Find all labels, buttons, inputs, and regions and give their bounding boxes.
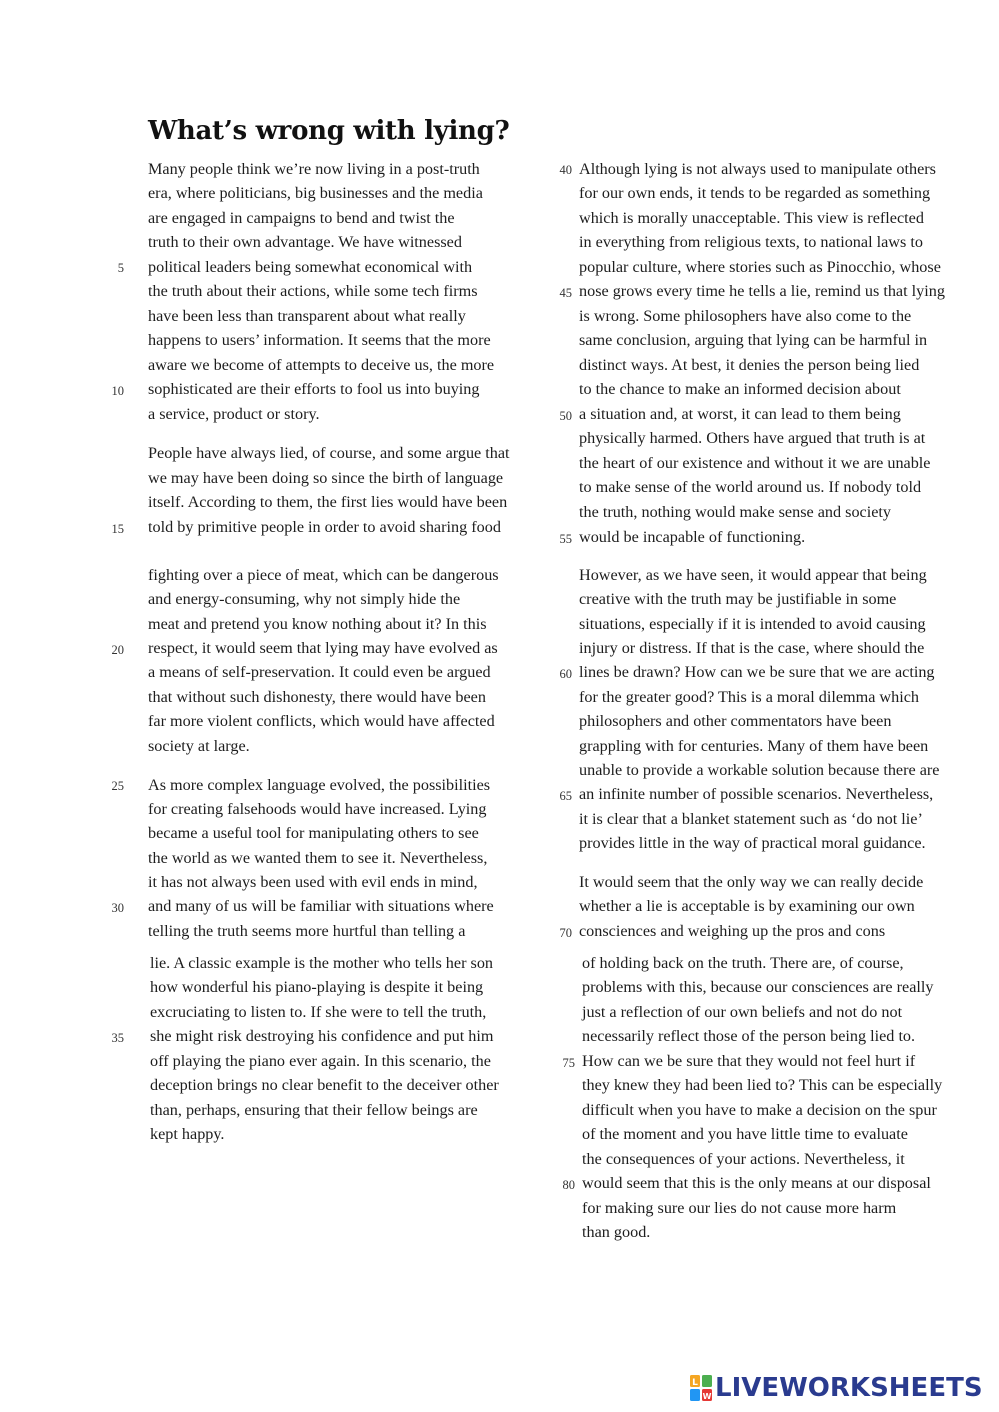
right-column-line: grappling with for centuries. Many of them have been bbox=[579, 737, 929, 755]
left-column-line: aware we become of attempts to deceive us, the more bbox=[148, 356, 495, 374]
left-column-line: truth to their own advantage. We have witnessed bbox=[148, 233, 462, 251]
left-column-line: Many people think we’re now living in a post-truth bbox=[148, 160, 480, 178]
line-number: 35 bbox=[111, 1031, 124, 1045]
left-column-line: telling the truth seems more hurtful than telling a bbox=[148, 922, 466, 940]
right-column-line: unable to provide a workable solution because there are bbox=[579, 761, 940, 779]
left-column-line: political leaders being somewhat economical with bbox=[148, 258, 473, 276]
left-column-line: how wonderful his piano-playing is despite it being bbox=[150, 978, 484, 996]
right-column-line: would be incapable of functioning. bbox=[579, 528, 806, 546]
left-column-line: era, where politicians, big businesses and the media bbox=[148, 184, 483, 202]
right-column-line: to make sense of the world around us. If nobody told bbox=[579, 478, 922, 496]
line-number: 70 bbox=[559, 926, 572, 940]
line-number: 65 bbox=[559, 789, 572, 803]
right-column-line: situations, especially if it is intended to avoid causing bbox=[579, 615, 926, 633]
left-column-line: are engaged in campaigns to bend and twist the bbox=[148, 209, 455, 227]
right-column-line: the consequences of your actions. Nevertheless, it bbox=[582, 1150, 905, 1168]
left-column-line: she might risk destroying his confidence and put him bbox=[150, 1027, 494, 1045]
left-column-line: for creating falsehoods would have increased. Lying bbox=[148, 800, 487, 818]
right-column-line: consciences and weighing up the pros and cons bbox=[579, 922, 886, 940]
right-column-line: an infinite number of possible scenarios. Nevertheless, bbox=[579, 785, 934, 803]
right-column-line: which is morally unacceptable. This view is reflected bbox=[579, 209, 924, 227]
left-column-line: far more violent conflicts, which would have affected bbox=[148, 712, 495, 730]
line-number: 5 bbox=[117, 261, 124, 275]
line-number: 10 bbox=[111, 384, 124, 398]
right-column-line: injury or distress. If that is the case, where should the bbox=[579, 639, 925, 657]
right-column-line: the truth, nothing would make sense and society bbox=[579, 503, 891, 521]
right-column-line: in everything from religious texts, to national laws to bbox=[579, 233, 923, 251]
left-column-line: As more complex language evolved, the possibilities bbox=[148, 776, 491, 794]
right-column-line: Although lying is not always used to manipulate others bbox=[579, 160, 936, 178]
logo-square-3 bbox=[690, 1389, 700, 1401]
left-column-line: excruciating to listen to. If she were to tell the truth, bbox=[150, 1003, 487, 1021]
right-column-line: the heart of our existence and without it we are unable bbox=[579, 454, 931, 472]
right-column-line: necessarily reflect those of the person being lied to. bbox=[582, 1027, 916, 1045]
right-column-line: same conclusion, arguing that lying can be harmful in bbox=[579, 331, 928, 349]
right-column-line: physically harmed. Others have argued that truth is at bbox=[579, 429, 926, 447]
right-column-line: of holding back on the truth. There are, of course, bbox=[582, 954, 904, 972]
left-column-line: People have always lied, of course, and some argue that bbox=[148, 444, 510, 462]
left-column-line: it has not always been used with evil ends in mind, bbox=[148, 873, 478, 891]
logo-square-2 bbox=[702, 1375, 712, 1387]
left-column-line: and many of us will be familiar with situations where bbox=[148, 897, 494, 915]
line-number: 50 bbox=[559, 409, 572, 423]
right-column-line: a situation and, at worst, it can lead to them being bbox=[579, 405, 901, 423]
left-column-line: a means of self-preservation. It could even be argued bbox=[148, 663, 491, 681]
right-column-line: distinct ways. At best, it denies the person being lied bbox=[579, 356, 920, 374]
left-column-line: and energy-consuming, why not simply hide the bbox=[148, 590, 461, 608]
right-column-line: is wrong. Some philosophers have also come to the bbox=[579, 307, 912, 325]
right-column-line: difficult when you have to make a decision on the spur bbox=[582, 1101, 937, 1119]
brand-name: LIVEWORKSHEETS bbox=[715, 1373, 983, 1403]
line-number: 15 bbox=[111, 522, 124, 536]
right-column-line: provides little in the way of practical moral guidance. bbox=[579, 834, 926, 852]
right-column-line: lines be drawn? How can we be sure that we are acting bbox=[579, 663, 935, 681]
right-column-line: would seem that this is the only means at our disposal bbox=[582, 1174, 931, 1192]
left-column-line: off playing the piano ever again. In this scenario, the bbox=[150, 1052, 491, 1070]
right-column-line: However, as we have seen, it would appear that being bbox=[579, 566, 927, 584]
right-column-line: philosophers and other commentators have been bbox=[579, 712, 892, 730]
article-title: What’s wrong with lying? bbox=[148, 116, 510, 146]
right-column-line: How can we be sure that they would not feel hurt if bbox=[582, 1052, 916, 1070]
left-column-line: society at large. bbox=[148, 737, 250, 755]
right-column-line: nose grows every time he tells a lie, remind us that lying bbox=[579, 282, 945, 300]
right-column-line: It would seem that the only way we can really decide bbox=[579, 873, 924, 891]
line-number: 60 bbox=[559, 667, 572, 681]
left-column-line: the world as we wanted them to see it. Nevertheless, bbox=[148, 849, 488, 867]
right-column-line: to the chance to make an informed decision about bbox=[579, 380, 901, 398]
left-column-line: lie. A classic example is the mother who tells her son bbox=[150, 954, 494, 972]
right-column-line: just a reflection of our own beliefs and not do not bbox=[582, 1003, 903, 1021]
right-column-line: they knew they had been lied to? This can be especially bbox=[582, 1076, 943, 1094]
left-column-line: deception brings no clear benefit to the deceiver other bbox=[150, 1076, 499, 1094]
right-column-line: whether a lie is acceptable is by examining our own bbox=[579, 897, 915, 915]
line-number: 40 bbox=[559, 163, 572, 177]
left-column-line: itself. According to them, the first lies would have been bbox=[148, 493, 508, 511]
right-column-line: for the greater good? This is a moral dilemma which bbox=[579, 688, 919, 706]
liveworksheets-logo-icon bbox=[690, 1375, 712, 1401]
liveworksheets-brand bbox=[690, 1370, 983, 1406]
line-number: 75 bbox=[562, 1056, 575, 1070]
line-number: 80 bbox=[562, 1178, 575, 1192]
right-column-line: it is clear that a blanket statement such as ‘do not lie’ bbox=[579, 810, 923, 828]
line-number: 45 bbox=[559, 286, 572, 300]
left-column-line: respect, it would seem that lying may have evolved as bbox=[148, 639, 498, 657]
line-number: 25 bbox=[111, 779, 124, 793]
left-column-line: sophisticated are their efforts to fool us into buying bbox=[148, 380, 480, 398]
left-column-line: the truth about their actions, while some tech firms bbox=[148, 282, 478, 300]
left-column-line: meat and pretend you know nothing about it? In this bbox=[148, 615, 487, 633]
right-column-line: for making sure our lies do not cause more harm bbox=[582, 1199, 897, 1217]
line-number: 20 bbox=[111, 643, 124, 657]
right-column-line: popular culture, where stories such as Pinocchio, whose bbox=[579, 258, 941, 276]
left-column-line: that without such dishonesty, there would have been bbox=[148, 688, 486, 706]
right-column-line: problems with this, because our consciences are really bbox=[582, 978, 934, 996]
left-column-line: told by primitive people in order to avoid sharing food bbox=[148, 518, 501, 536]
logo-letter-l: L bbox=[692, 1378, 698, 1388]
left-column-line: a service, product or story. bbox=[148, 405, 320, 423]
line-number: 30 bbox=[111, 901, 124, 915]
right-column-line: for our own ends, it tends to be regarded as something bbox=[579, 184, 931, 202]
right-column-line: creative with the truth may be justifiable in some bbox=[579, 590, 897, 608]
right-column-line: than good. bbox=[582, 1223, 651, 1241]
left-column-line: fighting over a piece of meat, which can be dangerous bbox=[148, 566, 499, 584]
logo-letter-w: W bbox=[702, 1392, 712, 1401]
left-column-line: have been less than transparent about what really bbox=[148, 307, 466, 325]
left-column-line: than, perhaps, ensuring that their fellow beings are bbox=[150, 1101, 478, 1119]
left-column-line: happens to users’ information. It seems that the more bbox=[148, 331, 491, 349]
right-column-line: of the moment and you have little time to evaluate bbox=[582, 1125, 908, 1143]
line-number: 55 bbox=[559, 532, 572, 546]
left-column-line: we may have been doing so since the birth of language bbox=[148, 469, 504, 487]
left-column-line: became a useful tool for manipulating others to see bbox=[148, 824, 479, 842]
left-column-line: kept happy. bbox=[150, 1125, 225, 1143]
